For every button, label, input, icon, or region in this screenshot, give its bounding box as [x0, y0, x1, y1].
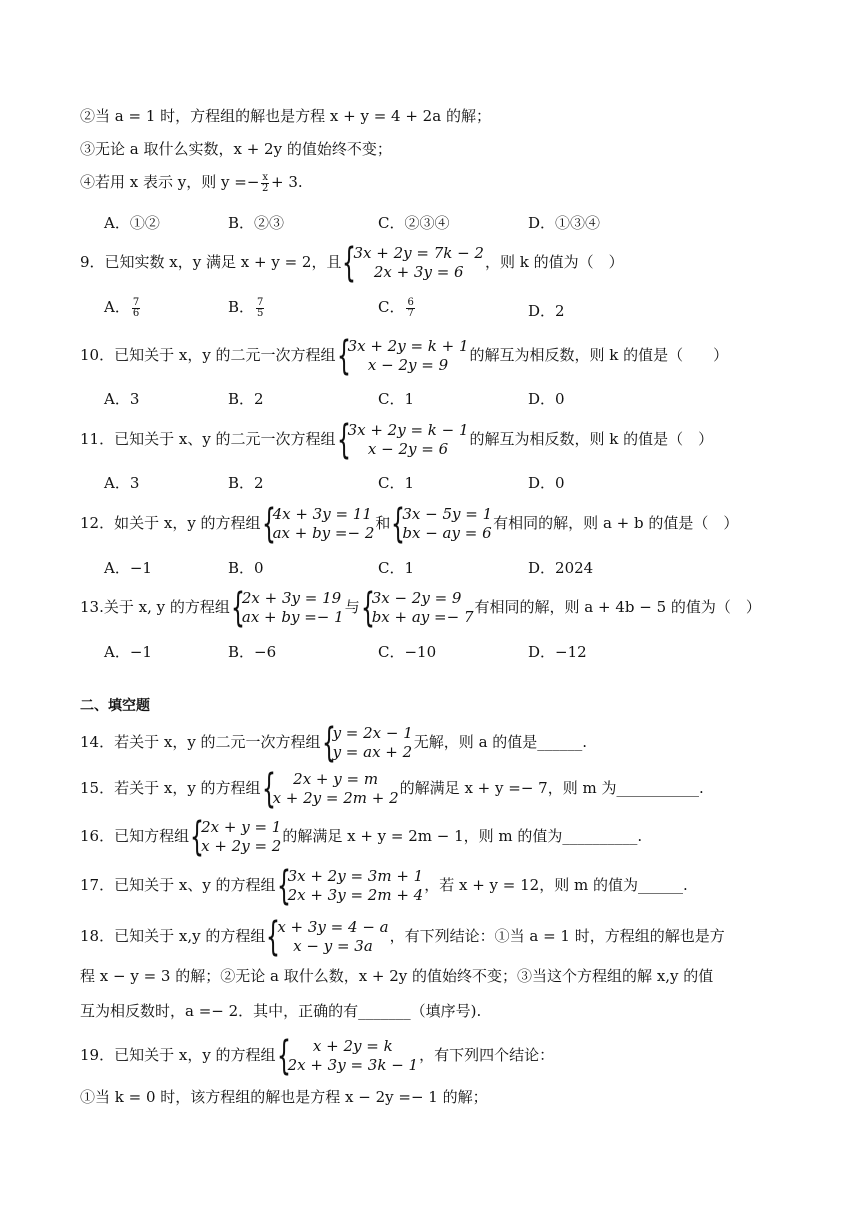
q9-option-c: C． $\frac{6}{7}$	[378, 296, 414, 319]
q17-stem-end: ，若 x + y = 12，则 m 的值为______.	[424, 876, 688, 894]
q17-stem: 17．已知关于 x、y 的方程组	[80, 876, 276, 894]
q12-option-c: C．1	[378, 559, 415, 577]
q10-option-d: D．0	[528, 390, 565, 408]
q19-stem-end: ，有下列四个结论：	[419, 1046, 555, 1064]
equation-system: { y = 2x − 1 y = ax + 2	[321, 720, 413, 766]
q13-stem-end: 有相同的解，则 a + 4b − 5 的值为（ ）	[474, 598, 761, 616]
q9-option-d: D．2	[528, 302, 565, 320]
q10-stem-end: 的解互为相反数，则 k 的值是（ ）	[469, 346, 729, 364]
question-18	[80, 914, 725, 960]
q11-option-d: D．0	[528, 474, 565, 492]
question-14	[80, 720, 588, 766]
question-11	[80, 417, 714, 463]
question-12	[80, 501, 739, 547]
q15-stem-end: 的解满足 x + y =− 7，则 m 为___________.	[399, 779, 704, 797]
q8-option-c: C．②③④	[378, 214, 450, 232]
q18-stem: 18．已知关于 x,y 的方程组	[80, 927, 266, 945]
equation-system-2: { 3x − 5y = 1 bx − ay = 6	[391, 501, 493, 547]
q19-stem: 19．已知关于 x，y 的方程组	[80, 1046, 276, 1064]
q10-stem: 10．已知关于 x，y 的二元一次方程组	[80, 346, 336, 364]
q9-option-b: B． $\frac{7}{5}$	[228, 296, 264, 319]
q12-connector: 和	[375, 514, 391, 532]
q8-option-a: A．①②	[104, 214, 160, 232]
q13-option-d: D．−12	[528, 643, 587, 661]
q16-stem: 16．已知方程组	[80, 827, 190, 845]
q18-stem-end: ，有下列结论：①当 a = 1 时，方程组的解也是方	[389, 927, 725, 945]
question-16	[80, 814, 643, 860]
question-15	[80, 766, 704, 812]
condition-4-text: ④若用 x 表示 y，则 y =−	[80, 173, 260, 191]
q9-option-a: A． $\frac{7}{6}$	[104, 296, 140, 319]
q14-stem: 14．若关于 x，y 的二元一次方程组	[80, 733, 321, 751]
equation-system: { 3x + 2y = 3m + 1 2x + 3y = 2m + 4	[276, 863, 424, 909]
question-18-line-2: 程 x − y = 3 的解；②无论 a 取什么数，x + 2y 的值始终不变；③当这个方程组的解 x,y 的值	[80, 967, 714, 985]
question-19-conclusion-1: ①当 k = 0 时，该方程组的解也是方程 x − 2y =− 1 的解；	[80, 1088, 488, 1106]
question-17	[80, 863, 688, 909]
equation-system: { 3x + 2y = 7k − 2 2x + 3y = 6	[342, 240, 484, 286]
condition-4	[80, 172, 303, 194]
q12-stem-end: 有相同的解，则 a + b 的值是（ ）	[493, 514, 739, 532]
question-10	[80, 333, 729, 379]
question-13	[80, 585, 761, 631]
equation-system: { x + 2y = k 2x + 3y = 3k − 1	[276, 1033, 419, 1079]
q13-connector: 与	[344, 598, 360, 616]
q12-option-b: B．0	[228, 559, 264, 577]
equation-system: { 3x + 2y = k − 1 x − 2y = 6	[336, 417, 469, 463]
q11-option-c: C．1	[378, 474, 415, 492]
condition-4-tail: + 3.	[271, 173, 303, 191]
condition-2: ②当 a = 1 时，方程组的解也是方程 x + y = 4 + 2a 的解；	[80, 107, 491, 125]
q15-stem: 15．若关于 x，y 的方程组	[80, 779, 261, 797]
equation-system-1: { 4x + 3y = 11 ax + by =− 2	[261, 501, 375, 547]
q12-option-d: D．2024	[528, 559, 594, 577]
equation-system: { x + 3y = 4 − a x − y = 3a	[266, 914, 389, 960]
equation-system-2: { 3x − 2y = 9 bx + ay =− 7	[360, 585, 474, 631]
question-19	[80, 1033, 555, 1079]
equation-system: { 3x + 2y = k + 1 x − 2y = 9	[336, 333, 469, 379]
equation-system: { 2x + y = m x + 2y = 2m + 2	[261, 766, 399, 812]
q11-option-a: A．3	[104, 474, 140, 492]
q11-stem: 11．已知关于 x、y 的二元一次方程组	[80, 430, 336, 448]
q12-stem: 12．如关于 x，y 的方程组	[80, 514, 261, 532]
q9-stem-end: ，则 k 的值为（ ）	[484, 253, 624, 271]
q8-option-b: B．②③	[228, 214, 285, 232]
q9-stem: 9．已知实数 x，y 满足 x + y = 2，且	[80, 253, 342, 271]
question-9	[80, 240, 624, 286]
question-18-line-3: 互为相反数时，a =− 2．其中，正确的有_______（填序号).	[80, 1002, 482, 1020]
q10-option-a: A．3	[104, 390, 140, 408]
q13-option-c: C．−10	[378, 643, 437, 661]
equation-system-1: { 2x + 3y = 19 ax + by =− 1	[230, 585, 344, 631]
q12-option-a: A．−1	[104, 559, 152, 577]
q14-stem-end: 无解，则 a 的值是______.	[413, 733, 588, 751]
fraction: $\frac{x}{2}$	[262, 171, 269, 194]
q13-option-b: B．−6	[228, 643, 277, 661]
q10-option-b: B．2	[228, 390, 264, 408]
q11-stem-end: 的解互为相反数，则 k 的值是（ ）	[469, 430, 714, 448]
q8-option-d: D．①③④	[528, 214, 601, 232]
equation-system: { 2x + y = 1 x + 2y = 2	[190, 814, 282, 860]
q16-stem-end: 的解满足 x + y = 2m − 1，则 m 的值为__________.	[282, 827, 643, 845]
q11-option-b: B．2	[228, 474, 264, 492]
q10-option-c: C．1	[378, 390, 415, 408]
condition-3: ③无论 a 取什么实数，x + 2y 的值始终不变；	[80, 140, 392, 158]
q13-stem: 13.关于 x, y 的方程组	[80, 598, 230, 616]
section-heading: 二、填空题	[80, 698, 150, 714]
q13-option-a: A．−1	[104, 643, 152, 661]
